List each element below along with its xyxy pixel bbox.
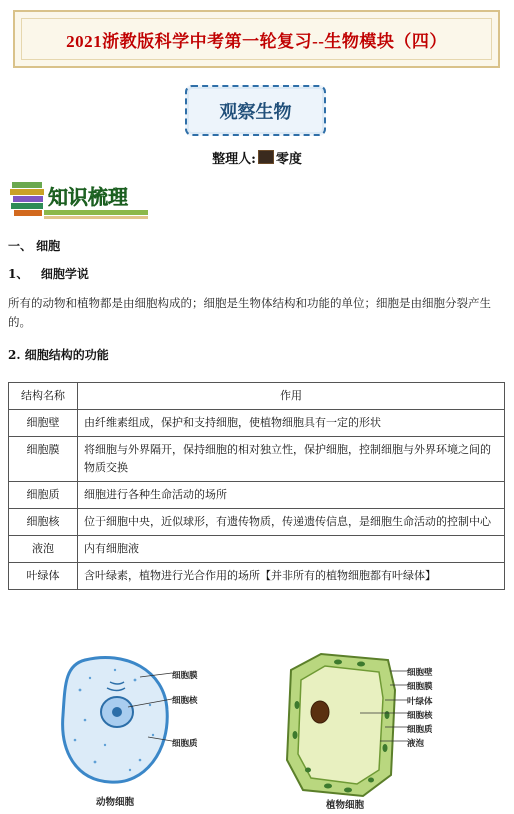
table-row (9, 563, 505, 590)
knowledge-banner-text: 知识梳理 (48, 185, 128, 209)
books-icon (10, 176, 150, 222)
plant-label-wall: 细胞壁 (407, 668, 433, 678)
animal-label-cytoplasm: 细胞质 (172, 739, 198, 749)
table-cell: 内有细胞液 (78, 536, 505, 563)
organizer-label: 整理人: (212, 152, 256, 167)
table-header-row (9, 383, 505, 410)
plant-cell-caption: 植物细胞 (326, 800, 365, 811)
subtitle-box (185, 85, 326, 136)
plant-label-vacuole: 液泡 (407, 739, 425, 749)
page-title: 2021浙教版科学中考第一轮复习--生物模块（四） (66, 31, 447, 51)
table-cell: 将细胞与外界隔开，保持细胞的相对独立性，保护细胞，控制细胞与外界环境之间的物质交换 (78, 437, 505, 482)
subsection-heading-2: 2. 细胞结构的功能 (8, 348, 109, 362)
table-header: 作用 (78, 383, 505, 410)
table-cell: 由纤维素组成，保护和支持细胞，使植物细胞具有一定的形状 (78, 410, 505, 437)
table-cell: 细胞膜 (9, 437, 78, 482)
table-cell: 细胞进行各种生命活动的场所 (78, 482, 505, 509)
animal-label-membrane: 细胞膜 (172, 671, 198, 681)
table-row (9, 536, 505, 563)
table-row (9, 437, 505, 482)
plant-label-membrane: 细胞膜 (407, 682, 433, 692)
cell-theory-paragraph: 所有的动物和植物都是由细胞构成的；细胞是生物体结构和功能的单位；细胞是由细胞分裂产生的。 (8, 296, 491, 329)
cell-structure-table (8, 382, 505, 590)
plant-label-cytoplasm: 细胞质 (407, 725, 433, 735)
plant-cell-leader-lines (360, 665, 410, 745)
table-cell: 含叶绿素，植物进行光合作用的场所【并非所有的植物细胞都有叶绿体】 (78, 563, 505, 590)
avatar-icon (258, 150, 274, 164)
plant-label-chloroplast: 叶绿体 (407, 697, 433, 707)
table-cell: 细胞质 (9, 482, 78, 509)
table-cell: 位于细胞中央，近似球形，有遗传物质，传递遗传信息，是细胞生命活动的控制中心 (78, 509, 505, 536)
table-row (9, 410, 505, 437)
table-header: 结构名称 (9, 383, 78, 410)
table-cell: 叶绿体 (9, 563, 78, 590)
animal-cell-caption: 动物细胞 (96, 797, 135, 808)
title-banner (13, 10, 500, 68)
organizer-line (0, 148, 514, 167)
table-row (9, 509, 505, 536)
table-row (9, 482, 505, 509)
plant-label-nucleus: 细胞核 (407, 711, 433, 721)
animal-cell-leader-lines (120, 665, 175, 755)
section-heading: 一、 细胞 (8, 239, 61, 253)
subsection-heading-1: 1、 细胞学说 (8, 267, 89, 281)
animal-label-nucleus: 细胞核 (172, 696, 198, 706)
subtitle: 观察生物 (219, 101, 292, 123)
title-banner-inner (21, 18, 492, 60)
organizer-name: 零度 (275, 152, 302, 167)
table-cell: 液泡 (9, 536, 78, 563)
table-cell: 细胞壁 (9, 410, 78, 437)
table-cell: 细胞核 (9, 509, 78, 536)
